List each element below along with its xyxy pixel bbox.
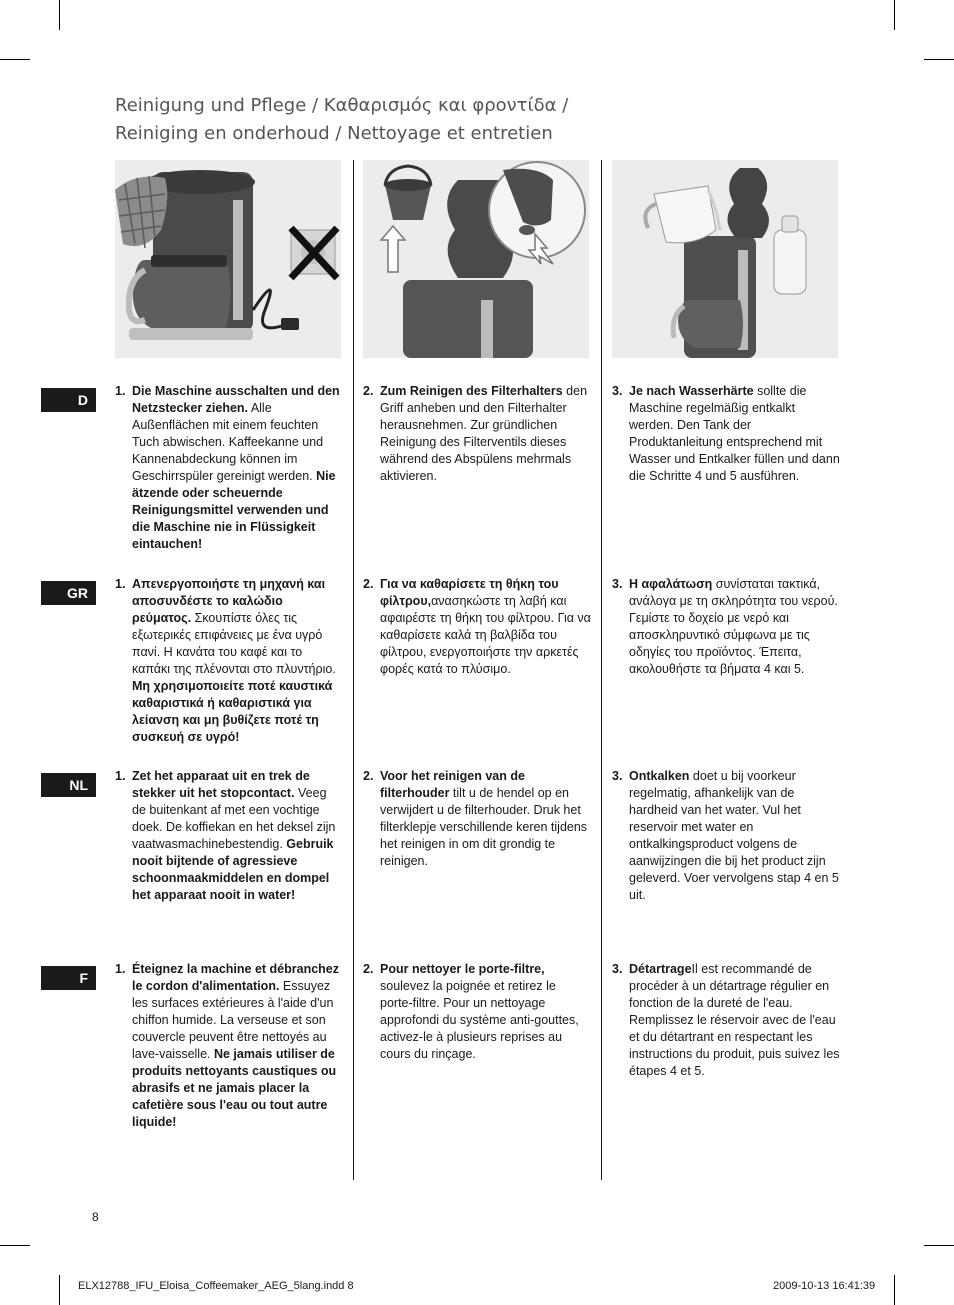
step-bold: Zet het apparaat uit en trek de stekker uit het stopcontact.: [132, 769, 310, 800]
crop-mark: [894, 0, 895, 30]
step-number: 3.: [612, 384, 623, 398]
step-gr-1: [115, 576, 343, 746]
step-text: Alle Außenflächen mit einem feuchten Tuch abwischen. Kaffeekanne und Kannenabdeckung können im Geschirrspüler gereinigt werden.: [132, 401, 324, 483]
step-fr-2: [363, 961, 591, 1063]
photo-descaling: [612, 160, 838, 358]
step-bold: Για να καθαρίσετε τη θήκη του φίλτρου,: [380, 577, 559, 608]
lang-label-fr: F: [41, 966, 96, 990]
step-bold: Η αφαλάτωση: [629, 577, 713, 591]
step-text: συνίσταται τακτικά, ανάλογα με τη σκληρότητα του νερού. Γεμίστε το δοχείο με νερό και αποσκληρυντικό σύμφωνα με τις οδηγίες του προϊόντος. Έπειτα, ακολουθήστε τα βήματα 4 και 5.: [629, 577, 838, 676]
filter-holder-illustration: [363, 160, 589, 358]
crop-mark: [59, 0, 60, 30]
step-number: 1.: [115, 769, 126, 783]
step-text: ανασηκώστε τη λαβή και αφαιρέστε τη θήκη του φίλτρου. Για να καθαρίσετε καλά τη βαλβίδα του φίλτρου, ενεργοποιήστε την αρκετές φορές κατά το πλύσιμο.: [380, 594, 591, 676]
step-number: 2.: [363, 769, 374, 783]
step-text: den Griff anheben und den Filterhalter herausnehmen. Zur gründlichen Reinigung des Filterventils dieses während des Abspülens mehrmals aktivieren.: [380, 384, 588, 483]
step-bold: Απενεργοποιήστε τη μηχανή και αποσυνδέστε το καλώδιο ρεύματος.: [132, 577, 326, 625]
step-warning: Ne jamais utiliser de produits nettoyants caustiques ou abrasifs et ne jamais placer la cafetière sous l'eau ou tout autre liquide!: [132, 1047, 337, 1129]
coffeemaker-cloth-illustration: [115, 160, 341, 358]
crop-mark: [0, 59, 30, 60]
crop-mark: [894, 1275, 895, 1305]
step-de-2: [363, 383, 591, 485]
footer-timestamp: 2009-10-13 16:41:39: [773, 1280, 876, 1292]
lang-label-de: D: [41, 388, 96, 412]
step-de-3: [612, 383, 840, 485]
step-text: Essuyez les surfaces extérieures à l'aide d'un chiffon humide. La verseuse et son couvercle peuvent être nettoyés au lave-vaisselle.: [132, 979, 334, 1061]
step-nl-2: [363, 768, 591, 870]
photo-wipe-machine: [115, 160, 341, 358]
crop-mark: [924, 59, 954, 60]
page-title: [115, 92, 835, 148]
step-warning: Gebruik nooit bijtende of agressieve schoonmaakmiddelen en dompel het apparaat nooit in water!: [132, 837, 334, 902]
step-number: 1.: [115, 384, 126, 398]
step-text: soulevez la poignée et retirez le porte-filtre. Pour un nettoyage approfondi du système anti-gouttes, activez-le à plusieurs reprises au cours du rinçage.: [380, 979, 579, 1061]
step-number: 2.: [363, 384, 374, 398]
step-bold: Die Maschine ausschalten und den Netzstecker ziehen.: [132, 384, 340, 415]
step-number: 2.: [363, 577, 374, 591]
step-bold: Détartrage: [629, 962, 692, 976]
step-text: Σκουπίστε όλες τις εξωτερικές επιφάνειες με ένα υγρό πανί. Η κανάτα του καφέ και το καπάκι της πλένονται στο πλυντήριο.: [132, 611, 336, 676]
step-bold: Pour nettoyer le porte-filtre,: [380, 962, 545, 976]
step-fr-1: [115, 961, 343, 1131]
step-de-1: [115, 383, 343, 553]
step-number: 3.: [612, 769, 623, 783]
column-divider: [601, 160, 602, 1180]
crop-mark: [924, 1245, 954, 1246]
title-line-1: Reinigung und Pflege / Καθαρισμός και φροντίδα /: [115, 95, 569, 116]
page-number: 8: [92, 1210, 99, 1224]
photo-filter-holder: [363, 160, 589, 358]
crop-mark: [0, 1245, 30, 1246]
step-number: 3.: [612, 962, 623, 976]
step-bold: Zum Reinigen des Filterhalters: [380, 384, 563, 398]
crop-mark: [59, 1275, 60, 1305]
step-bold: Ontkalken: [629, 769, 690, 783]
step-text: Veeg de buitenkant af met een vochtige doek. De koffiekan en het deksel zijn vaatwasmachinebestendig.: [132, 786, 336, 851]
step-text: doet u bij voorkeur regelmatig, afhankelijk van de hardheid van het water. Vul het reservoir met water en ontkalkingsproduct volgens de aanwijzingen die bij het product zijn geleverd. Voer vervolgens stap 4 en 5 uit.: [629, 769, 839, 902]
lang-label-nl: NL: [41, 773, 96, 797]
descaling-illustration: [612, 160, 838, 358]
step-bold: Voor het reinigen van de filterhouder: [380, 769, 525, 800]
step-number: 2.: [363, 962, 374, 976]
step-number: 1.: [115, 577, 126, 591]
step-bold: Éteignez la machine et débranchez le cordon d'alimentation.: [132, 962, 340, 993]
step-number: 3.: [612, 577, 623, 591]
footer-file-info: ELX12788_IFU_Eloisa_Coffeemaker_AEG_5lang.indd 8: [78, 1280, 354, 1292]
step-text: tilt u de hendel op en verwijdert u de filterhouder. Druk het filterklepje verschillende keren tijdens het reinigen in om dit grondig te reinigen.: [380, 786, 588, 868]
column-divider: [353, 160, 354, 1180]
step-nl-3: [612, 768, 840, 904]
lang-label-gr: GR: [41, 581, 96, 605]
step-warning: Nie ätzende oder scheuernde Reinigungsmittel verwenden und die Maschine nie in Flüssigkeit eintauchen!: [132, 469, 336, 551]
step-fr-3: [612, 961, 840, 1080]
step-number: 1.: [115, 962, 126, 976]
step-text: sollte die Maschine regelmäßig entkalkt werden. Den Tank der Produktanleitung entsprechend mit Wasser und Entkalker füllen und dann die Schritte 4 und 5 ausführen.: [629, 384, 840, 483]
step-warning: Μη χρησιμοποιείτε ποτέ καυστικά καθαριστικά ή καθαριστικά για λείανση και μη βυθίζετε ποτέ τη συσκευή σε υγρό!: [132, 679, 333, 744]
step-bold: Je nach Wasserhärte: [629, 384, 754, 398]
step-text: Il est recommandé de procéder à un détartrage régulier en fonction de la dureté de l'eau. Remplissez le réservoir avec de l'eau et du détartrant en respectant les instructions du produit, puis suivez les étapes 4 et 5.: [629, 962, 840, 1078]
step-gr-3: [612, 576, 840, 678]
step-nl-1: [115, 768, 343, 904]
step-gr-2: [363, 576, 591, 678]
title-line-2: Reiniging en onderhoud / Nettoyage et entretien: [115, 123, 553, 144]
